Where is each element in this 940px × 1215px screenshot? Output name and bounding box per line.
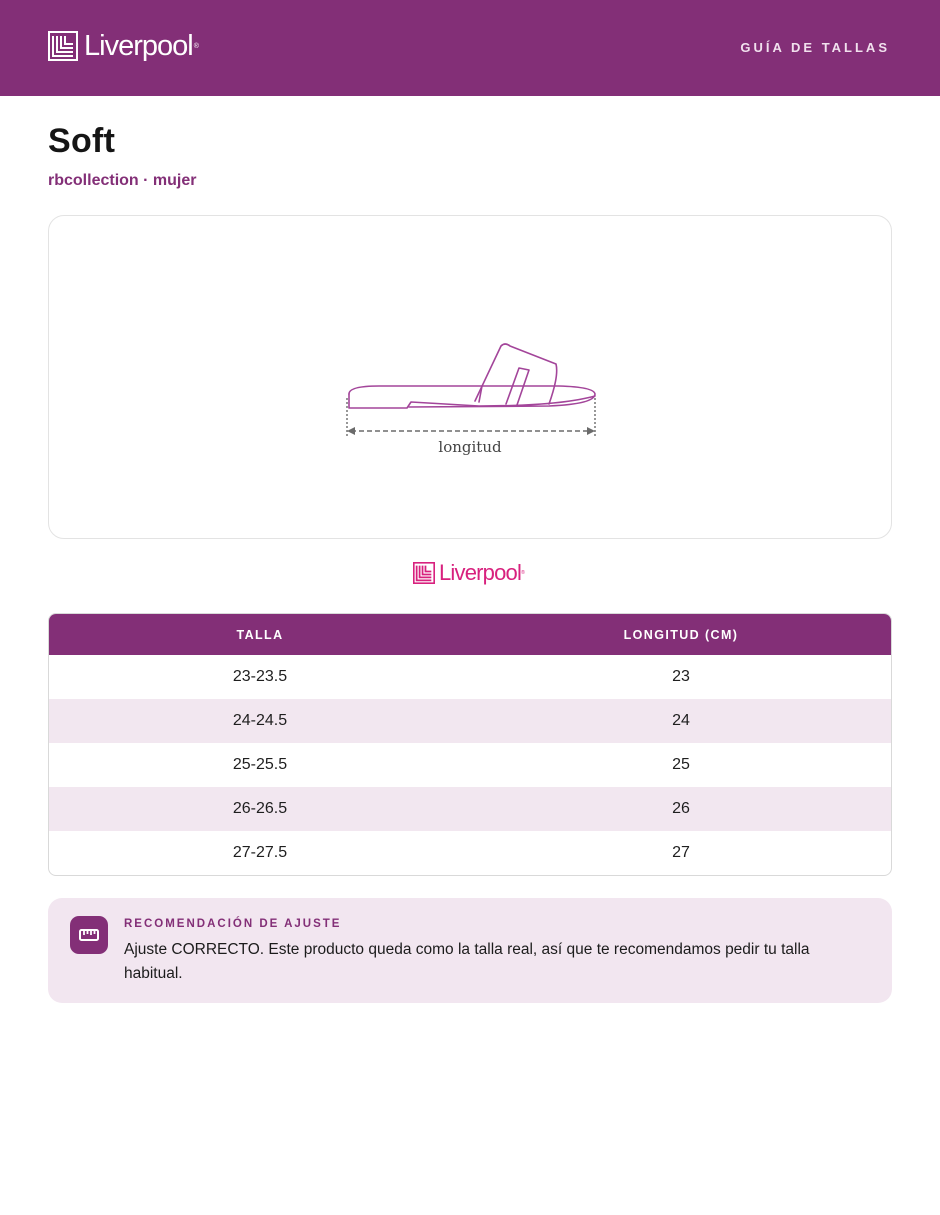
table-row [49,699,891,743]
size-table [48,613,892,876]
recommendation-text: Ajuste CORRECTO. Este producto queda como la talla real, así que te recomendamos pedir tu talla habitual. [124,941,810,982]
recommendation-title: RECOMENDACIÓN DE AJUSTE [124,918,342,930]
product-subtitle: rbcollection · mujer [48,172,197,189]
sandal-diagram [49,216,893,540]
registered-mark: ® [521,570,525,576]
table-row [49,743,891,787]
liverpool-logo-icon [413,562,435,584]
length-cell: 23 [672,668,690,685]
size-cell: 26-26.5 [232,800,288,817]
liverpool-brand-logo [413,562,525,584]
table-row [49,655,891,699]
product-title: Soft [48,122,116,160]
liverpool-logo[interactable] [48,31,199,61]
length-cell: 25 [672,756,690,773]
size-cell: 24-24.5 [232,712,288,729]
size-cell: 27-27.5 [232,844,288,861]
size-cell: 25-25.5 [232,756,288,773]
size-guide-label: GUÍA DE TALLAS [740,40,890,55]
liverpool-wordmark: Liverpool [439,560,522,585]
size-cell: 23-23.5 [232,668,288,685]
ruler-icon [70,916,108,954]
column-header-talla: TALLA [236,627,284,642]
liverpool-logo-icon [48,31,78,61]
length-cell: 27 [672,844,690,861]
length-cell: 24 [672,712,690,729]
registered-mark: ® [193,42,199,50]
length-label: longitud [438,438,502,456]
top-header [0,0,940,96]
fit-recommendation-box [48,898,892,1003]
column-header-longitud: LONGITUD (CM) [623,627,739,642]
table-row [49,831,891,875]
table-header-row [49,614,891,655]
length-measure-line [347,398,595,437]
sandal-outline-icon [349,344,595,408]
measurement-diagram-card [48,215,892,539]
length-cell: 26 [672,800,690,817]
table-row [49,787,891,831]
liverpool-wordmark: Liverpool [84,29,193,62]
